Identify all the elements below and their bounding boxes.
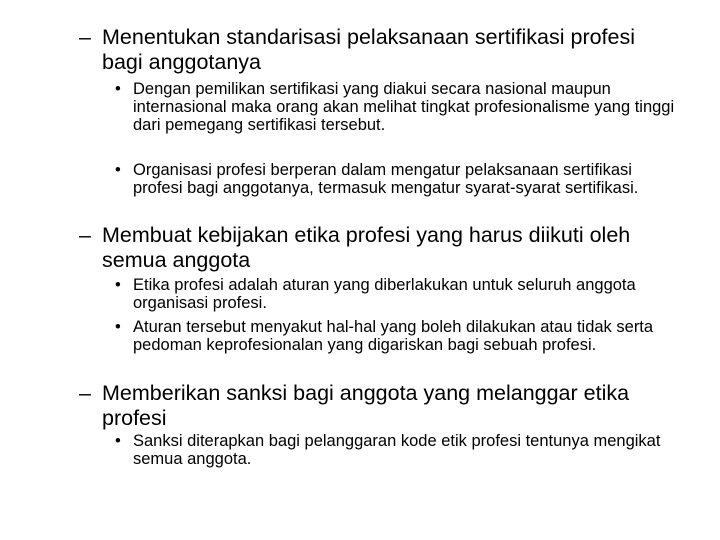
section-heading-2 [79,223,679,273]
bullet-marker: • [115,432,121,450]
section-heading-text: Memberikan sanksi bagi anggota yang melanggar etika profesi [102,381,630,430]
bullet-item-2-1 [115,276,675,312]
bullet-text: Aturan tersebut menyakut hal-hal yang boleh dilakukan atau tidak serta pedoman keprofesionalan yang digariskan bagi sebuah profesi. [133,318,654,354]
bullet-item-1-1 [115,80,675,134]
dash-marker: – [79,381,91,405]
bullet-item-1-2 [115,161,675,197]
section-heading-1 [79,25,679,75]
bullet-text: Organisasi profesi berperan dalam mengatur pelaksanaan sertifikasi profesi bagi anggotanya, termasuk mengatur syarat-syarat sertifikasi. [133,161,639,197]
bullet-text: Etika profesi adalah aturan yang diberlakukan untuk seluruh anggota organisasi profesi. [133,276,636,312]
bullet-marker: • [115,276,121,294]
bullet-marker: • [115,161,121,179]
bullet-text: Sanksi diterapkan bagi pelanggaran kode etik profesi tentunya mengikat semua anggota. [133,432,661,468]
dash-marker: – [79,223,91,247]
section-heading-3 [79,381,679,431]
bullet-marker: • [115,80,121,98]
dash-marker: – [79,25,91,49]
bullet-item-2-2 [115,318,675,354]
section-heading-text: Menentukan standarisasi pelaksanaan sertifikasi profesi bagi anggotanya [102,25,636,74]
bullet-text: Dengan pemilikan sertifikasi yang diakui secara nasional maupun internasional maka orang akan melihat tingkat profesionalisme yang tinggi dari pemegang sertifikasi tersebut. [133,80,675,134]
section-heading-text: Membuat kebijakan etika profesi yang harus diikuti oleh semua anggota [102,223,631,272]
bullet-item-3-1 [115,432,675,468]
bullet-marker: • [115,318,121,336]
